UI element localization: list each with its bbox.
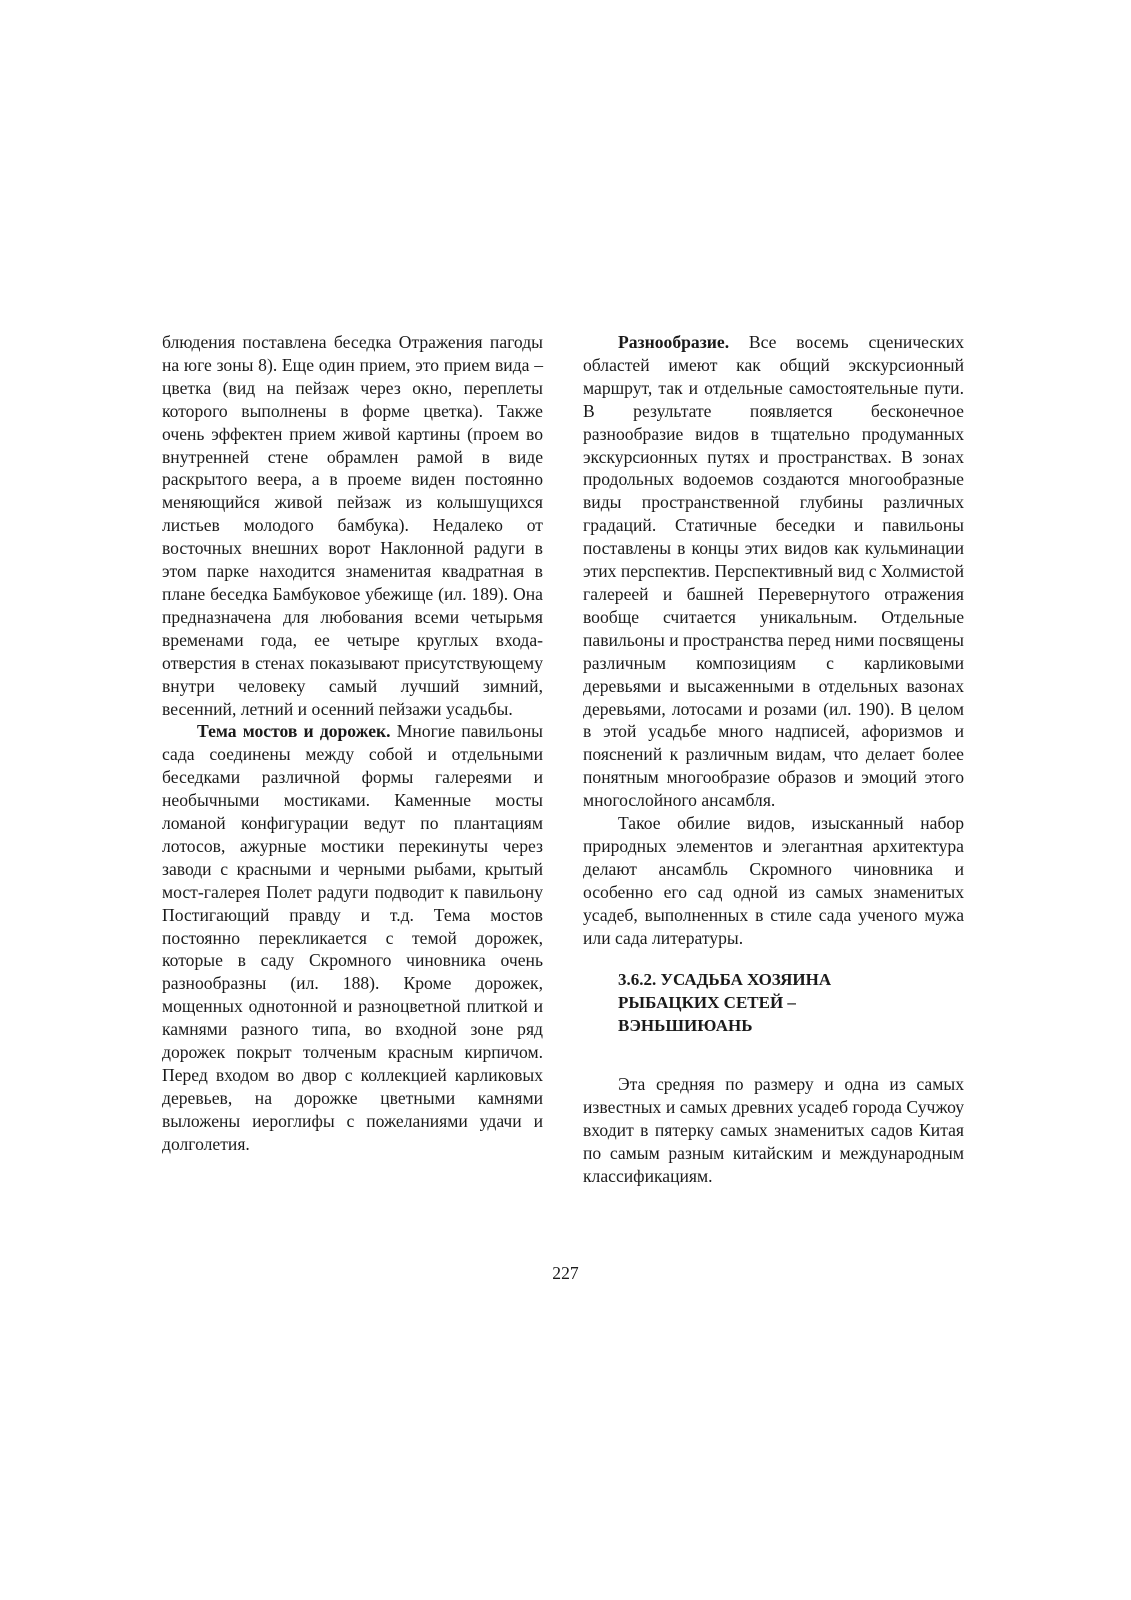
right-column	[583, 331, 964, 1188]
body-paragraph: Эта средняя по размеру и одна из самых известных и самых древних усадеб города Сучжоу входит в пятерку самых знаменитых садов Китая по самым разным китайским и международным классификациям.	[583, 1074, 964, 1187]
section-heading	[583, 968, 964, 1037]
section-heading-line: РЫБАЦКИХ СЕТЕЙ –	[618, 993, 796, 1013]
body-paragraph	[162, 720, 543, 1155]
section-heading-line: 3.6.2. УСАДЬБА ХОЗЯИНА	[618, 970, 832, 990]
paragraph-run-in-title: Разнообразие.	[618, 332, 730, 352]
section-heading-line: ВЭНЬШИЮАНЬ	[618, 1016, 753, 1036]
body-paragraph	[583, 331, 964, 812]
left-column	[162, 331, 543, 1156]
body-paragraph: Такое обилие видов, изысканный набор природных элементов и элегантная архитектура делают ансамбль Скромного чиновника и особенно его сад одной из самых знаменитых усадеб, выполненных в стиле сада ученого мужа или сада литературы.	[583, 813, 964, 948]
paragraph-text: Все восемь сценических областей имеют как общий экскурсионный маршрут, так и отдельные самостоятельные пути. В результате появляется бесконечное разнообразие видов в тщательно продуманных экскурсионных путях и пространствах. В зонах продольных водоемов создаются многообразные виды пространственной глубины различных градаций. Статичные беседки и павильоны поставлены в концы этих видов как кульминации этих перспектив. Перспективный вид с Холмистой галереей и башней Перевернутого отражения вообще считается уникальным. Отдельные павильоны и пространства перед ними посвящены различным композициям с карликовыми деревьями и высаженными в отдельных вазонах деревьями, лотосами и розами (ил. 190). В целом в этой усадьбе много надписей, афоризмов и пояснений к различным видам, что делает более понятным многообразие образов и эмоций этого многослойного ансамбля.	[583, 332, 964, 811]
page-number: 227	[552, 1263, 579, 1283]
body-paragraph: блюдения поставлена беседка Отражения пагоды на юге зоны 8). Еще один прием, это прием вида – цветка (вид на пейзаж через окно, переплеты которого выполнены в форме цветка). Также очень эффектен прием живой картины (проем во внутренней стене обрамлен рамой в виде раскрытого веера, а в проеме виден постоянно меняющийся живой пейзаж из колышущихся листьев молодого бамбука). Недалеко от восточных внешних ворот Наклонной радуги в этом парке находится знаменитая квадратная в плане беседка Бамбуковое убежище (ил. 189). Она предназначена для любования всеми четырьмя временами года, ее четыре круглых входа-отверстия в стенах показывают присутствующему внутри человеку самый лучший зимний, весенний, летний и осенний пейзажи усадьбы.	[162, 332, 543, 719]
paragraph-run-in-title: Тема мостов и дорожек.	[197, 721, 391, 742]
paragraph-text: Многие павильоны сада соединены между собой и отдельными беседками различной формы галереями и необычными мостиками. Каменные мосты ломаной конфигурации ведут по плантациям лотосов, ажурные мостики перекинуты через заводи с красными и черными рыбами, крытый мост-галерея Полет радуги подводит к павильону Постигающий правду и т.д. Тема мостов постоянно перекликается с темой дорожек, которые в саду Скромного чиновника очень разнообразны (ил. 188). Кроме дорожек, мощенных однотонной и разноцветной плиткой и камнями разного типа, во входной зоне ряд дорожек покрыт толченым красным кирпичом. Перед входом во двор с коллекцией карликовых деревьев, на дорожке цветными камнями выложены иероглифы с пожеланиями удачи и долголетия.	[162, 721, 543, 1154]
